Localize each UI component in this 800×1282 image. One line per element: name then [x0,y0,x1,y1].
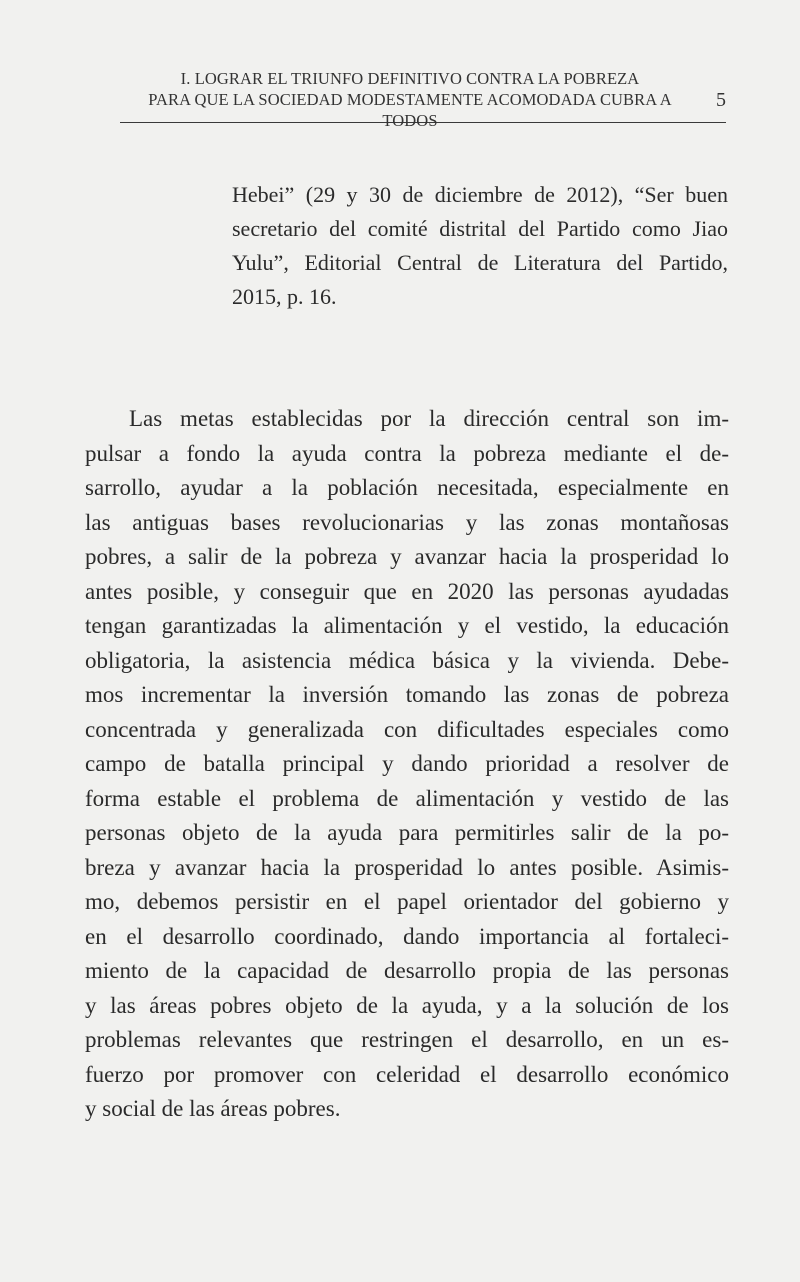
paragraph-line: antes posible, y conseguir que en 2020 las personas ayudadas [85,578,729,604]
paragraph-line: y las áreas pobres objeto de la ayuda, y a la solución de los [85,992,729,1018]
running-header-title-line-2: PARA QUE LA SOCIEDAD MODESTAMENTE ACOMODADA CUBRA A TODOS [148,90,672,130]
page-number: 5 [716,89,726,111]
paragraph-line: personas objeto de la ayuda para permitirles salir de la po- [85,820,729,845]
paragraph-line: pulsar a fondo la ayuda contra la pobreza mediante el de- [85,440,729,466]
paragraph-line: las antiguas bases revolucionarias y las zonas montañosas [85,509,729,535]
running-header [120,62,726,130]
footnote-line: Yulu”, Editorial Central de Literatura del Partido, [232,250,728,275]
paragraph-line: Las metas establecidas por la dirección central son im- [129,406,729,431]
paragraph-line: miento de la capacidad de desarrollo propia de las personas [85,958,729,983]
paragraph-line: concentrada y generalizada con dificultades especiales como [85,716,729,742]
paragraph-line: tengan garantizadas la alimentación y el vestido, la educación [85,613,729,638]
running-header-title [120,68,700,131]
paragraph-line: mo, debemos persistir en el papel orientador del gobierno y [85,889,729,914]
paragraph-line: fuerzo por promover con celeridad el desarrollo económico [85,1061,729,1087]
paragraph-line: y social de las áreas pobres. [85,1096,341,1121]
paragraph-line: obligatoria, la asistencia médica básica y la vivienda. Debe- [85,647,729,673]
paragraph-line: forma estable el problema de alimentación y vestido de las [85,785,729,811]
paragraph-line: pobres, a salir de la pobreza y avanzar hacia la prosperidad lo [85,544,729,569]
paragraph-line: breza y avanzar hacia la prosperidad lo antes posible. Asimis- [85,854,729,880]
paragraph-line: problemas relevantes que restringen el desarrollo, en un es- [85,1027,729,1052]
paragraph-line: sarrollo, ayudar a la población necesitada, especialmente en [85,475,729,500]
paragraph-line: mos incrementar la inversión tomando las zonas de pobreza [85,682,729,707]
footnote-line: Hebei” (29 y 30 de diciembre de 2012), “Ser buen [232,182,728,207]
footnote-continuation [232,178,728,314]
footnote-line: 2015, p. 16. [232,284,337,309]
running-header-title-line-1: I. LOGRAR EL TRIUNFO DEFINITIVO CONTRA LA POBREZA [180,69,640,88]
paragraph-line: en el desarrollo coordinado, dando importancia al fortaleci- [85,923,729,949]
paragraph-line: campo de batalla principal y dando prioridad a resolver de [85,751,729,776]
body-paragraph [85,402,729,1127]
footnote-line: secretario del comité distrital del Partido como Jiao [232,216,728,241]
